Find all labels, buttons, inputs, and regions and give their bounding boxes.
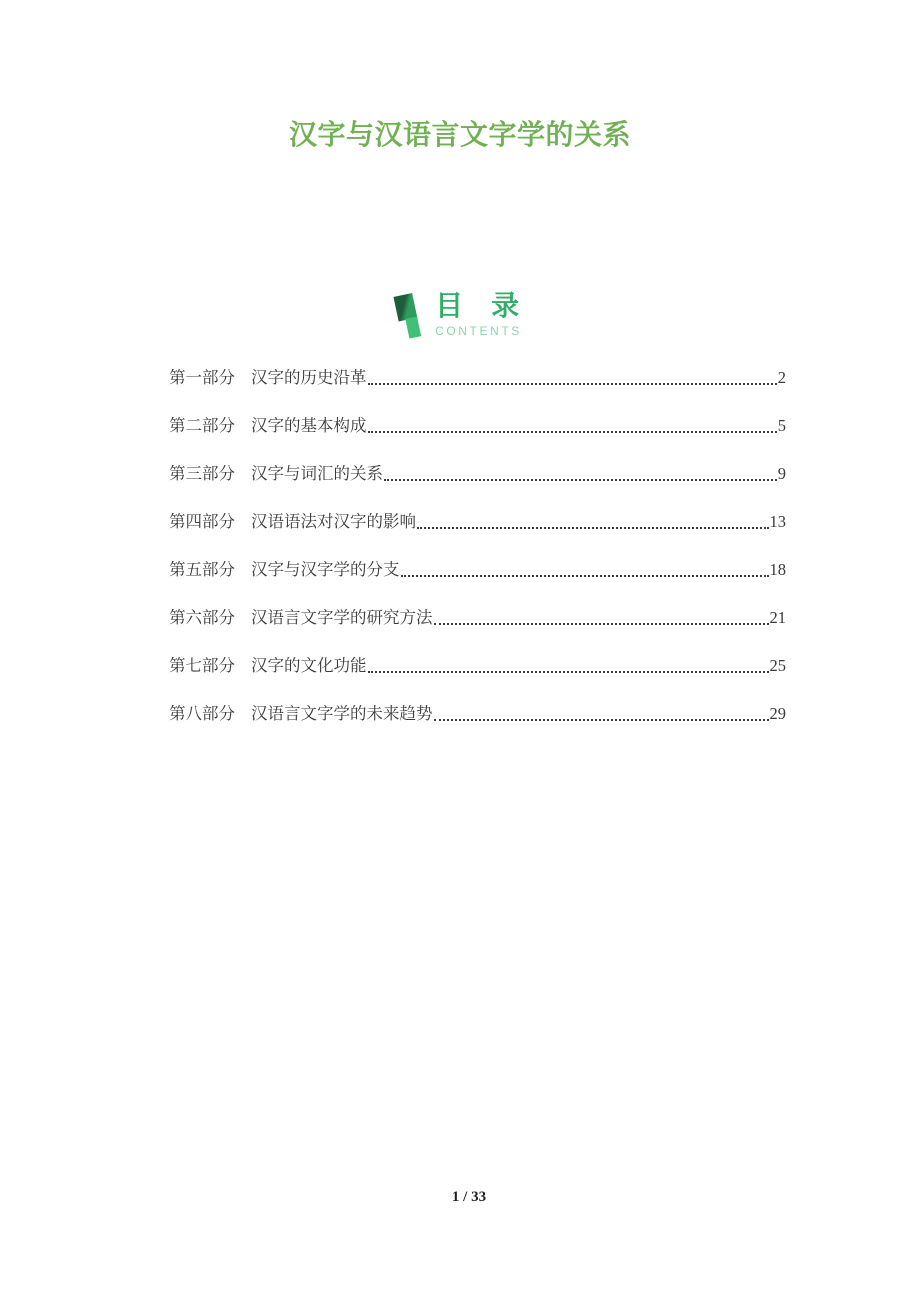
toc-entry-title: 汉字的基本构成 <box>251 416 367 435</box>
toc-entry-page: 18 <box>769 560 786 579</box>
toc-entry-part: 第六部分 <box>169 608 235 627</box>
toc-subheading: CONTENTS <box>435 323 522 338</box>
page-title: 汉字与汉语言文字学的关系 <box>288 119 631 150</box>
toc-entry-title: 汉语语法对汉字的影响 <box>251 512 416 531</box>
toc-entry-page: 2 <box>777 368 786 387</box>
toc-entry-page: 13 <box>769 512 786 531</box>
toc-mark-icon <box>394 292 427 342</box>
toc-entry-page: 5 <box>777 416 786 435</box>
toc-entry[interactable] <box>169 654 786 676</box>
toc-entry-part: 第七部分 <box>169 656 235 675</box>
toc-leader-dots <box>417 527 769 529</box>
page-number-indicator: 1 / 33 <box>451 1189 487 1205</box>
toc-entry-title: 汉字与汉字学的分支 <box>251 560 400 579</box>
toc-list <box>169 366 786 750</box>
toc-entry-title: 汉字的文化功能 <box>251 656 367 675</box>
toc-leader-dots <box>368 383 777 385</box>
toc-entry-title: 汉字的历史沿革 <box>251 368 367 387</box>
toc-leader-dots <box>368 671 769 673</box>
toc-entry[interactable] <box>169 702 786 724</box>
toc-entry-part: 第五部分 <box>169 560 235 579</box>
toc-entry[interactable] <box>169 414 786 436</box>
toc-leader-dots <box>434 719 769 721</box>
toc-entry[interactable] <box>169 510 786 532</box>
toc-entry-page: 25 <box>769 656 786 675</box>
toc-entry-part: 第三部分 <box>169 464 235 483</box>
toc-leader-dots <box>401 575 769 577</box>
toc-entry[interactable] <box>169 606 786 628</box>
toc-leader-dots <box>434 623 769 625</box>
toc-heading: 目 录 <box>435 290 520 321</box>
toc-entry-title: 汉语言文字学的研究方法 <box>251 608 433 627</box>
toc-entry-part: 第一部分 <box>169 368 235 387</box>
toc-entry-part: 第八部分 <box>169 704 235 723</box>
toc-header <box>0 291 920 340</box>
page-footer <box>0 1189 920 1206</box>
toc-entry-part: 第二部分 <box>169 416 235 435</box>
toc-entry-page: 21 <box>769 608 786 627</box>
toc-heading-column <box>435 291 522 338</box>
toc-entry[interactable] <box>169 558 786 580</box>
toc-mark-bottom-shape <box>405 317 421 339</box>
toc-entry-page: 29 <box>769 704 786 723</box>
toc-leader-dots <box>384 479 777 481</box>
toc-leader-dots <box>368 431 777 433</box>
toc-entry-page: 9 <box>777 464 786 483</box>
toc-entry[interactable] <box>169 366 786 388</box>
toc-entry-part: 第四部分 <box>169 512 235 531</box>
toc-entry-title: 汉语言文字学的未来趋势 <box>251 704 433 723</box>
toc-entry-title: 汉字与词汇的关系 <box>251 464 383 483</box>
toc-entry[interactable] <box>169 462 786 484</box>
